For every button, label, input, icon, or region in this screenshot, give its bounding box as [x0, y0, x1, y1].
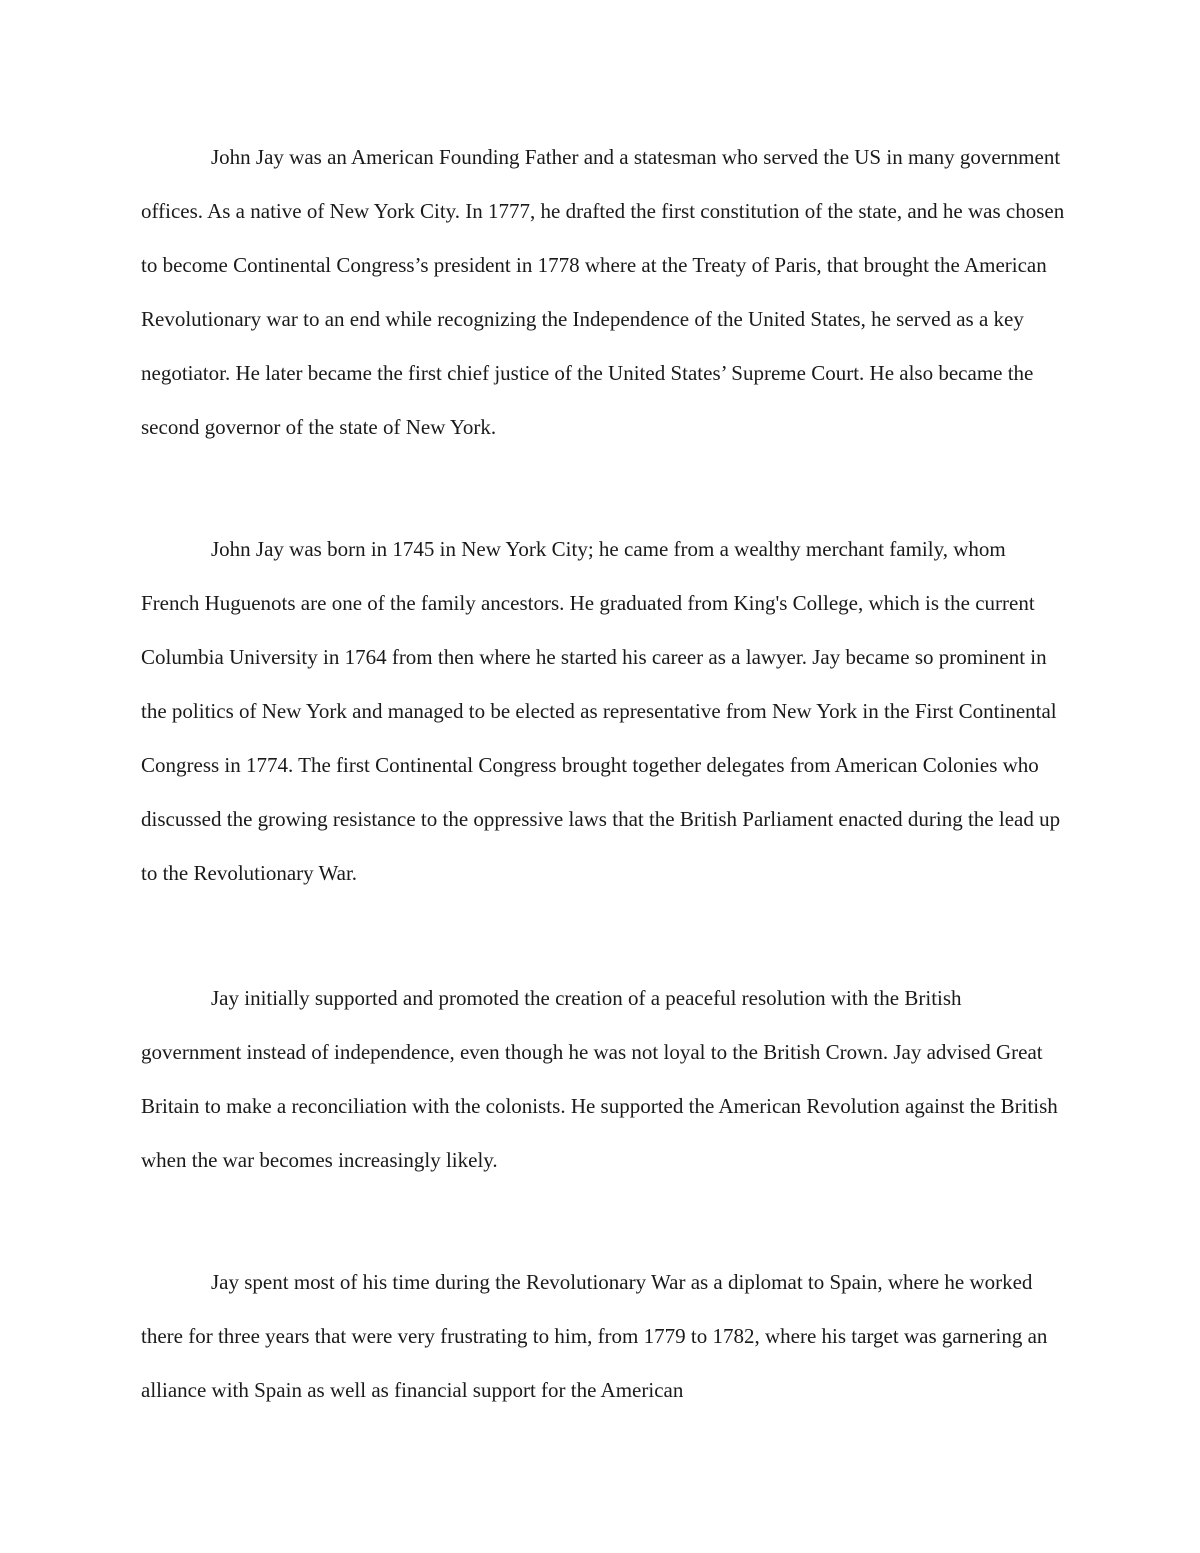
paragraph-3: Jay initially supported and promoted the creation of a peaceful resolution with the British government instead of independence, even though he was not loyal to the British Crown. Jay advised Great Britain to make a reconciliation with the colonists. He supported the American Revolution against the British when the war becomes increasingly likely. — [141, 986, 1058, 1172]
paragraph-2: John Jay was born in 1745 in New York City; he came from a wealthy merchant family, whom French Huguenots are one of the family ancestors. He graduated from King's College, which is the current Columbia University in 1764 from then where he started his career as a lawyer. Jay became so prominent in the politics of New York and managed to be elected as representative from New York in the First Continental Congress in 1774. The first Continental Congress brought together delegates from American Colonies who discussed the growing resistance to the oppressive laws that the British Parliament enacted during the lead up to the Revolutionary War. — [141, 537, 1061, 885]
paragraph-1: John Jay was an American Founding Father and a statesman who served the US in many government offices. As a native of New York City. In 1777, he drafted the first constitution of the state, and he was chosen to become Continental Congress’s president in 1778 where at the Treaty of Paris, that brought the American Revolutionary war to an end while recognizing the Independence of the United States, he served as a key negotiator. He later became the first chief justice of the United States’ Supreme Court. He also became the second governor of the state of New York. — [141, 145, 1065, 439]
paragraph-4: Jay spent most of his time during the Revolutionary War as a diplomat to Spain, where he worked there for three years that were very frustrating to him, from 1779 to 1782, where his target was garnering an alliance with Spain as well as financial support for the American — [141, 1270, 1048, 1402]
